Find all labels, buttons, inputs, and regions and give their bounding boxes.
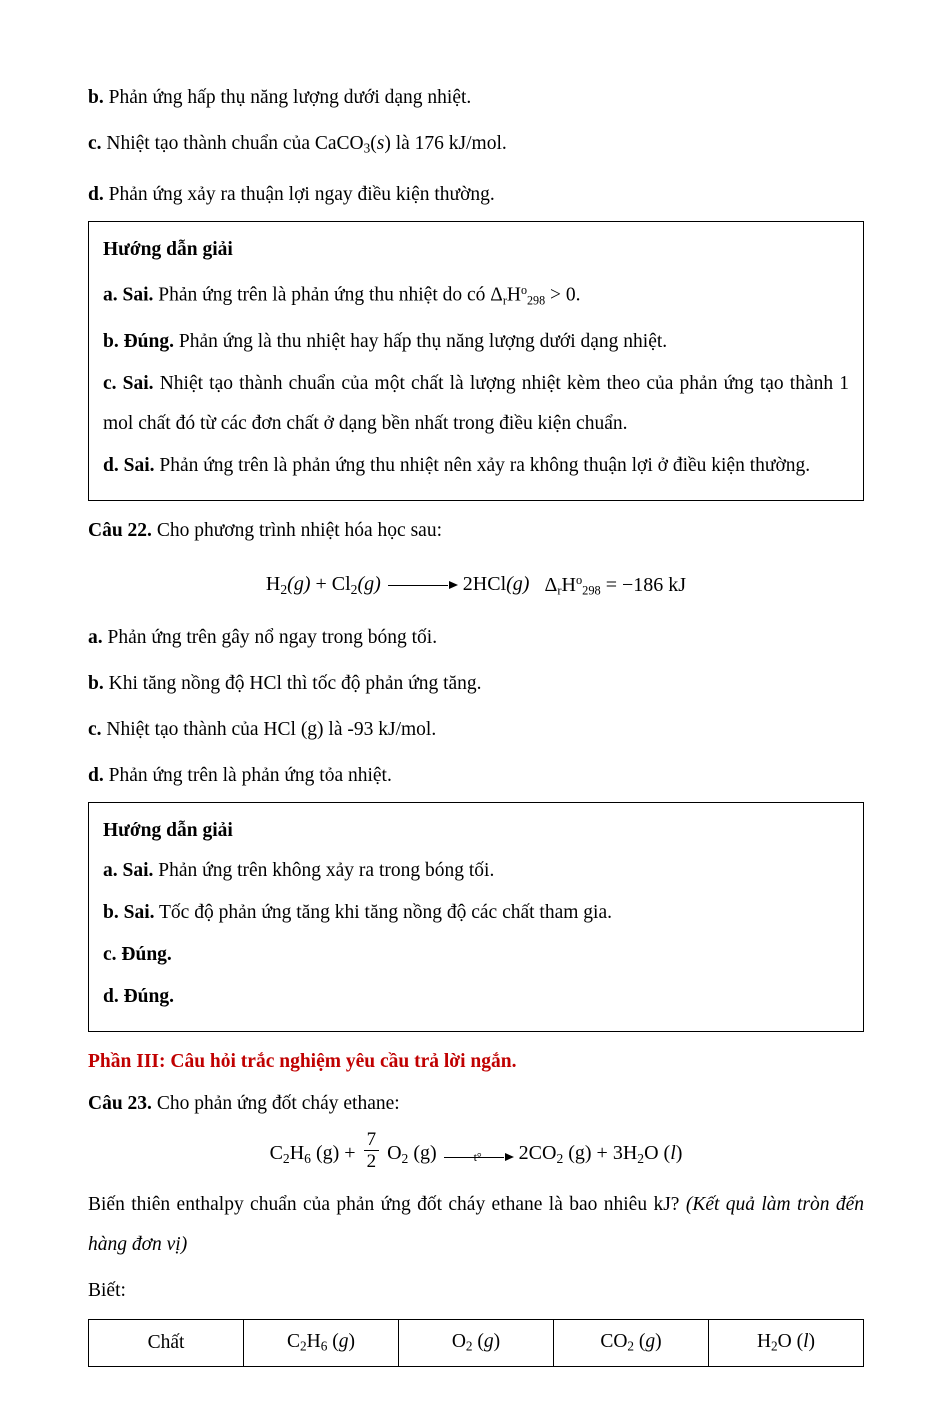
solution-box-2-title: Hướng dẫn giải [103, 819, 233, 841]
solution-box-1 [88, 221, 864, 501]
solution-box-2 [88, 802, 864, 1032]
solution-1-item-b-label: b. Đúng. [103, 330, 174, 352]
cau23-question-note: (Kết quả làm tròn đến hàng đơn vị) [88, 1194, 865, 1256]
cau22-statement-a [88, 618, 864, 658]
solution-1-item-a [103, 270, 849, 320]
solution-1-item-c-text: Nhiệt tạo thành chuẩn của một chất là lượng nhiệt kèm theo của phản ứng tạo thành 1 mol chất đó từ các đơn chất ở dạng bền nhất trong điều kiện chuẩn. [103, 372, 850, 434]
solution-2-item-d [103, 977, 849, 1017]
cau23-equation [88, 1130, 864, 1182]
cau23-products: $2CO_2$ $(g) + 3H_2O$ (l) [518, 1141, 683, 1166]
reaction-arrow-icon [386, 575, 458, 595]
arrow-temperature-label: t° [473, 1149, 482, 1164]
statement-b-text: Phản ứng hấp thụ năng lượng dưới dạng nhiệt. [108, 87, 472, 108]
cau22-text: Cho phương trình nhiệt hóa học sau: [156, 519, 442, 541]
solution-1-item-a-text-after: > 0. [549, 284, 581, 306]
table-header-c2h6: $C_2H_6$ (g) [244, 1320, 399, 1367]
solution-1-item-d [103, 446, 849, 486]
solution-1-item-b [103, 322, 849, 362]
table-header-chat: Chất [89, 1320, 244, 1367]
reaction-arrow-with-temperature-icon [442, 1138, 514, 1170]
cau22-equation-right: 2HCl(g) [462, 572, 530, 595]
part-3-heading: Phần III: Câu hỏi trắc nghiệm yêu cầu trả lời ngắn. [88, 1050, 517, 1072]
table-header-h2o: $H_2O$ (l) [709, 1320, 864, 1367]
cau23-reactant-2: $O_2$ (g) [387, 1141, 437, 1166]
solution-2-item-c [103, 935, 849, 975]
statement-b [88, 78, 864, 118]
solution-1-item-a-label: a. Sai. [103, 284, 154, 306]
cau23-question-text: Biến thiên enthalpy chuẩn của phản ứng đốt cháy ethane là bao nhiêu kJ? [88, 1194, 680, 1216]
table-header-co2: $CO_2$ (g) [554, 1320, 709, 1367]
table-header-o2: $O_2$ (g) [399, 1320, 554, 1367]
stoich-fraction [364, 1130, 380, 1173]
cau23-question [88, 1185, 864, 1265]
solution-2-item-d-label: d. Đúng. [103, 985, 174, 1007]
cau22-statement-d [88, 756, 864, 796]
cau22-enthalpy: ΔrH$^o$298 = −186 kJ [544, 572, 687, 598]
fraction-numerator: 7 [366, 1129, 377, 1151]
cau23-label: Câu 23. [88, 1092, 152, 1114]
solution-2-item-b [103, 893, 849, 933]
cau23-intro [88, 1084, 864, 1124]
solution-2-item-a-label: a. Sai. [103, 859, 154, 881]
solution-2-item-b-text: Tốc độ phản ứng tăng khi tăng nồng độ các chất tham gia. [159, 901, 613, 923]
solution-1-item-c-label: c. Sai. [103, 372, 154, 394]
cau22-intro [88, 511, 864, 551]
cau22-statement-d-text: Phản ứng trên là phản ứng tỏa nhiệt. [108, 764, 392, 786]
statement-b-label: b. [88, 87, 104, 108]
cau23-text: Cho phản ứng đốt cháy ethane: [156, 1092, 400, 1114]
enthalpy-symbol: ΔrH$^o$298 [490, 282, 546, 307]
solution-1-item-d-text: Phản ứng trên là phản ứng thu nhiệt nên xảy ra không thuận lợi ở điều kiện thường. [159, 454, 811, 476]
solution-2-item-a-text: Phản ứng trên không xảy ra trong bóng tối. [158, 859, 495, 881]
solution-1-item-c [103, 364, 849, 444]
solution-2-item-c-label: c. Đúng. [103, 943, 172, 965]
cau22-statement-a-text: Phản ứng trên gây nổ ngay trong bóng tối. [107, 626, 438, 648]
cau22-statement-c-label: c. [88, 718, 102, 740]
solution-2-item-a [103, 851, 849, 891]
table-row-header [89, 1320, 864, 1367]
cau22-statement-a-label: a. [88, 626, 103, 648]
fraction-denominator: 2 [364, 1150, 380, 1173]
solution-1-item-b-text: Phản ứng là thu nhiệt hay hấp thụ năng lượng dưới dạng nhiệt. [178, 330, 668, 352]
cau22-statement-b-label: b. [88, 672, 104, 694]
cau22-statement-b [88, 664, 864, 704]
statement-d-text: Phản ứng xảy ra thuận lợi ngay điều kiện thường. [108, 183, 495, 205]
statement-c-text: Nhiệt tạo thành chuẩn của CaCO$_3$(s) là 176 kJ/mol. [106, 133, 507, 156]
solution-box-1-title: Hướng dẫn giải [103, 238, 233, 260]
cau22-label: Câu 22. [88, 519, 152, 541]
enthalpy-table [88, 1319, 864, 1367]
cau23-reactant-1: $C_2H_6$ (g) + [269, 1141, 356, 1166]
cau22-statement-b-text: Khi tăng nồng độ HCl thì tốc độ phản ứng tăng. [108, 672, 482, 694]
statement-c-label: c. [88, 133, 102, 154]
cau22-statement-c [88, 710, 864, 750]
cau23-given-label: Biết: [88, 1280, 126, 1302]
statement-c [88, 124, 864, 169]
cau22-equation-left: $H_2(g) + Cl_2(g)$ [265, 572, 381, 597]
solution-2-item-b-label: b. Sai. [103, 901, 155, 923]
statement-d-label: d. [88, 183, 104, 205]
solution-1-item-d-label: d. Sai. [103, 454, 155, 476]
statement-d [88, 175, 864, 215]
cau22-equation [88, 557, 864, 614]
solution-1-item-a-text: Phản ứng trên là phản ứng thu nhiệt do có [158, 284, 486, 306]
cau22-statement-c-text: Nhiệt tạo thành của HCl (g) là -93 kJ/mol. [106, 718, 437, 740]
cau22-statement-d-label: d. [88, 764, 104, 786]
